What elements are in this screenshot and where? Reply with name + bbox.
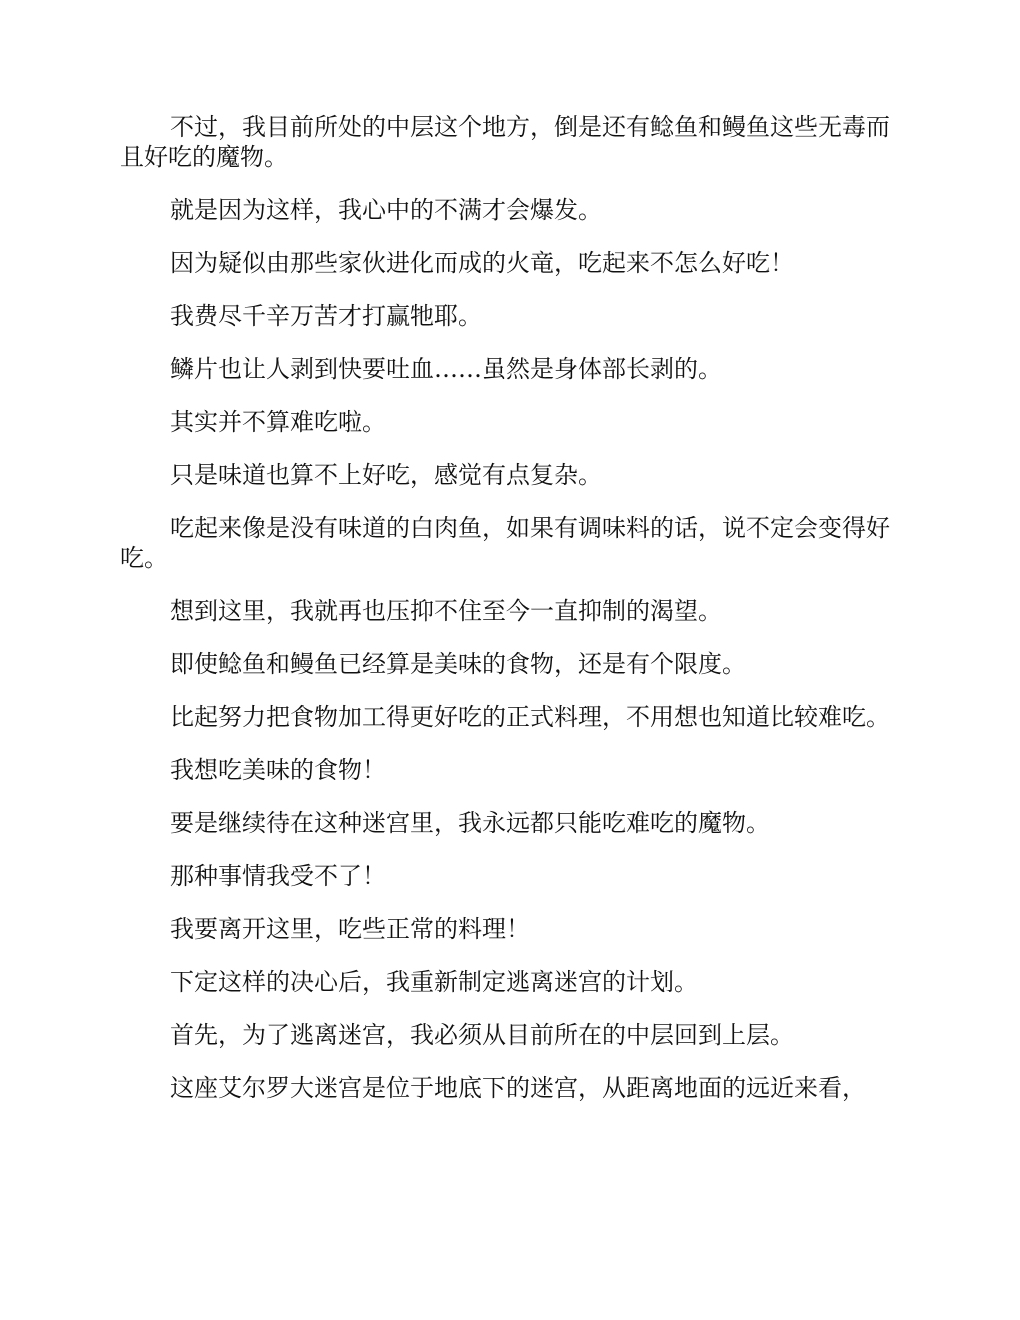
paragraph: 就是因为这样，我心中的不满才会爆发。 bbox=[170, 196, 602, 224]
paragraph: 我要离开这里，吃些正常的料理！ bbox=[170, 915, 530, 943]
paragraph: 其实并不算难吃啦。 bbox=[170, 408, 386, 436]
document-body bbox=[120, 112, 898, 1126]
paragraph: 那种事情我受不了！ bbox=[170, 862, 386, 890]
paragraph: 比起努力把食物加工得更好吃的正式料理，不用想也知道比较难吃。 bbox=[170, 703, 890, 731]
paragraph: 我费尽千辛万苦才打赢牠耶。 bbox=[170, 302, 482, 330]
paragraph: 要是继续待在这种迷宫里，我永远都只能吃难吃的魔物。 bbox=[170, 809, 770, 837]
paragraph: 我想吃美味的食物！ bbox=[170, 756, 386, 784]
paragraph: 下定这样的决心后，我重新制定逃离迷宫的计划。 bbox=[170, 968, 698, 996]
paragraph: 吃起来像是没有味道的白肉鱼，如果有调味料的话，说不定会变得好吃。 bbox=[120, 514, 890, 572]
paragraph: 想到这里，我就再也压抑不住至今一直抑制的渴望。 bbox=[170, 597, 722, 625]
paragraph: 鳞片也让人剥到快要吐血……虽然是身体部长剥的。 bbox=[170, 355, 722, 383]
paragraph: 不过，我目前所处的中层这个地方，倒是还有鲶鱼和鳗鱼这些无毒而且好吃的魔物。 bbox=[120, 113, 890, 171]
paragraph: 因为疑似由那些家伙进化而成的火竜，吃起来不怎么好吃！ bbox=[170, 249, 794, 277]
paragraph: 首先，为了逃离迷宫，我必须从目前所在的中层回到上层。 bbox=[170, 1021, 794, 1049]
paragraph: 即使鲶鱼和鳗鱼已经算是美味的食物，还是有个限度。 bbox=[170, 650, 746, 678]
paragraph: 只是味道也算不上好吃，感觉有点复杂。 bbox=[170, 461, 602, 489]
paragraph: 这座艾尔罗大迷宫是位于地底下的迷宫，从距离地面的远近来看， bbox=[170, 1074, 866, 1102]
